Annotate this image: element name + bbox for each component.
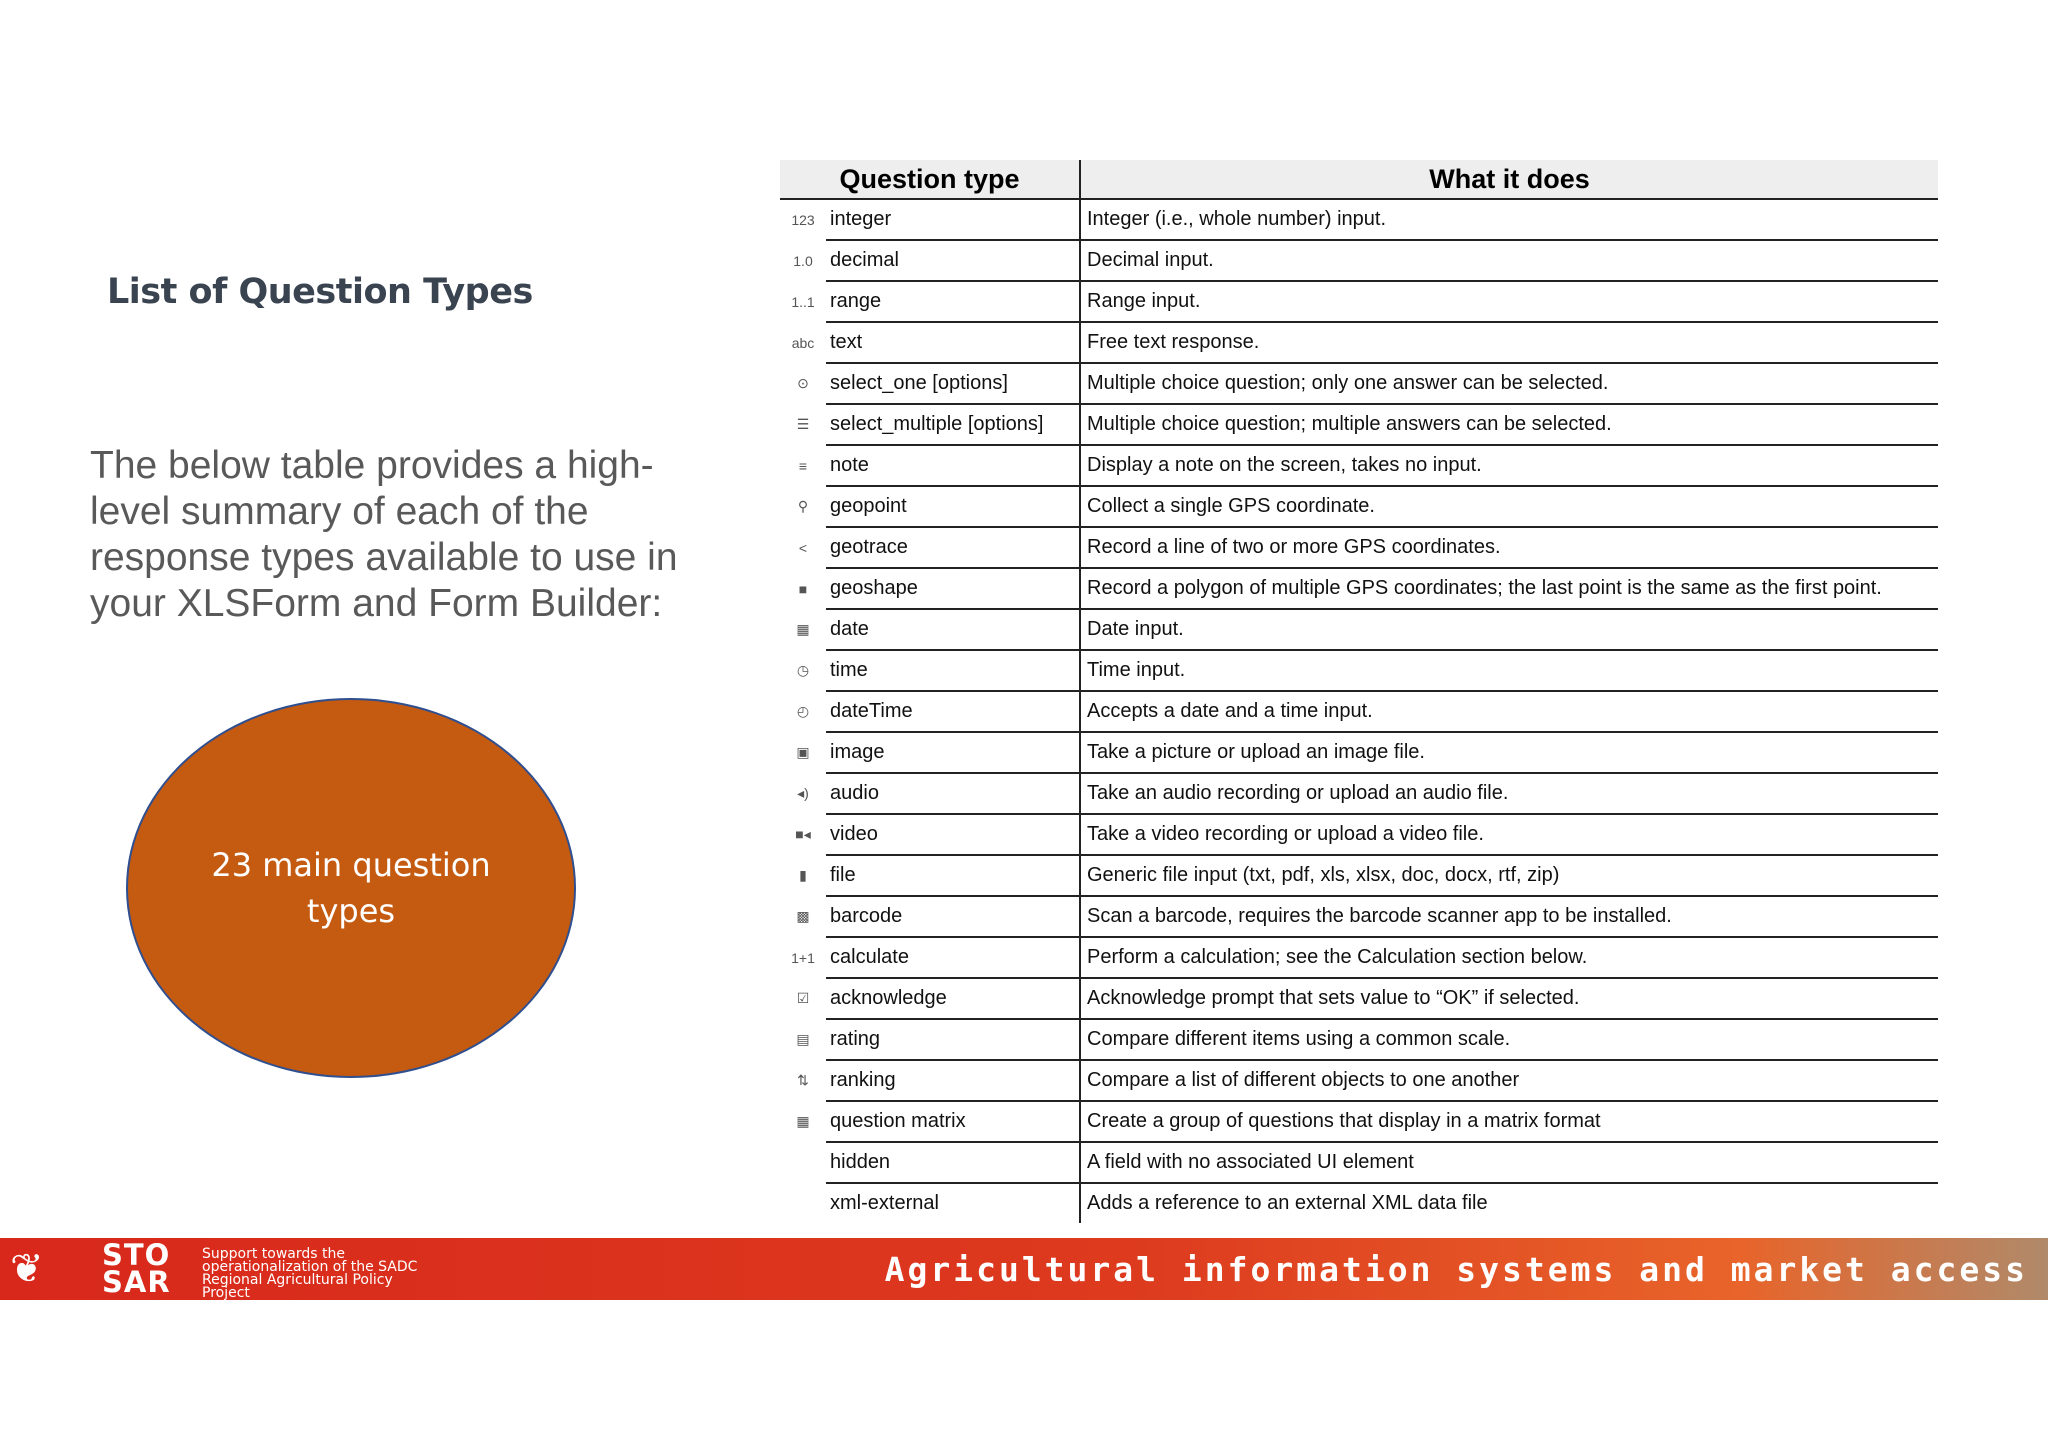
sort-icon: ⇅	[797, 1072, 809, 1088]
question-type-description: Multiple choice question; only one answer can be selected.	[1080, 363, 1938, 404]
question-type-name: select_one [options]	[826, 363, 1080, 404]
question-type-name: calculate	[826, 937, 1080, 978]
question-type-description: Date input.	[1080, 609, 1938, 650]
question-type-name: range	[826, 281, 1080, 322]
logo-tagline: Support towards the operationalization of the SADC Regional Agricultural Policy Project	[202, 1246, 418, 1301]
table-row	[780, 855, 1938, 896]
note-icon: ≡	[798, 457, 808, 474]
banner-title: Agricultural information systems and market access	[884, 1250, 2028, 1289]
question-type-description: Scan a barcode, requires the barcode scanner app to be installed.	[1080, 896, 1938, 937]
question-type-description: Adds a reference to an external XML data file	[1087, 1192, 1488, 1214]
table-row	[780, 691, 1938, 732]
table-row	[780, 978, 1938, 1019]
video-camera-icon: ■◂	[795, 826, 811, 842]
question-type-description: Decimal input.	[1080, 240, 1938, 281]
question-type-description: Display a note on the screen, takes no input.	[1080, 445, 1938, 486]
question-type-description: Compare a list of different objects to one another	[1080, 1060, 1938, 1101]
table-row	[780, 896, 1938, 937]
question-type-description: A field with no associated UI element	[1080, 1142, 1938, 1183]
question-type-description: Record a polygon of multiple GPS coordinates; the last point is the same as the first point.	[1080, 568, 1938, 609]
question-type-name: time	[826, 650, 1080, 691]
question-type-description: Compare different items using a common scale.	[1080, 1019, 1938, 1060]
table-row	[780, 404, 1938, 445]
question-type-name: geopoint	[826, 486, 1080, 527]
question-type-description: Collect a single GPS coordinate.	[1080, 486, 1938, 527]
footer-banner	[0, 1238, 2048, 1300]
decimal-icon: 1.0	[793, 252, 813, 269]
text-icon: abc	[791, 334, 815, 351]
range-icon: 1..1	[791, 293, 815, 310]
xml-external-icon	[780, 1183, 826, 1223]
list-icon: ☰	[796, 416, 810, 432]
table-row	[780, 773, 1938, 814]
question-types-table	[780, 160, 1938, 1223]
question-type-name: image	[826, 732, 1080, 773]
question-type-description: Integer (i.e., whole number) input.	[1080, 199, 1938, 240]
table-row	[780, 814, 1938, 855]
table-row	[780, 240, 1938, 281]
file-icon: ▮	[799, 867, 807, 883]
table-row	[780, 1101, 1938, 1142]
question-type-name: rating	[826, 1019, 1080, 1060]
question-type-description: Acknowledge prompt that sets value to “OK” if selected.	[1080, 978, 1938, 1019]
radio-icon: ⊙	[797, 375, 809, 391]
question-type-description: Take an audio recording or upload an audio file.	[1080, 773, 1938, 814]
table-row	[780, 527, 1938, 568]
question-type-name: xml-external	[826, 1183, 1080, 1223]
logo-text: STO SAR	[102, 1238, 171, 1299]
table-header-row	[780, 160, 1938, 199]
question-type-name: note	[826, 445, 1080, 486]
table-row	[780, 281, 1938, 322]
table-row	[780, 363, 1938, 404]
calculate-icon: 1+1	[791, 949, 815, 966]
question-type-name: select_multiple [options]	[826, 404, 1080, 445]
question-type-description: Perform a calculation; see the Calculation section below.	[1080, 937, 1938, 978]
question-type-description: Take a picture or upload an image file.	[1080, 732, 1938, 773]
question-type-name: text	[826, 322, 1080, 363]
table-row	[780, 1142, 1938, 1183]
map-pin-icon: ⚲	[797, 498, 809, 514]
table-row	[780, 1060, 1938, 1101]
question-type-description: Free text response.	[1080, 322, 1938, 363]
table-row	[780, 650, 1938, 691]
question-type-name: hidden	[826, 1142, 1080, 1183]
checkbox-icon: ☑	[796, 990, 810, 1006]
table-row	[780, 609, 1938, 650]
question-type-name: ranking	[826, 1060, 1080, 1101]
barcode-icon: ▩	[796, 908, 810, 924]
intro-text: The below table provides a high-level summary of each of the response types available to use in your XLSForm and Form Builder:	[90, 444, 678, 625]
slide-title: List of Question Types	[107, 272, 533, 312]
table-row	[780, 322, 1938, 363]
question-type-name: file	[826, 855, 1080, 896]
question-type-description: Multiple choice question; multiple answers can be selected.	[1080, 404, 1938, 445]
calendar-icon: ▦	[796, 621, 810, 637]
table-row	[780, 1183, 1938, 1223]
header-question-type: Question type	[780, 160, 1080, 199]
polygon-icon: ■	[798, 580, 808, 597]
table-row	[780, 568, 1938, 609]
header-what-it-does: What it does	[1080, 160, 1938, 199]
question-type-name: barcode	[826, 896, 1080, 937]
integer-icon: 123	[791, 212, 815, 228]
calendar-clock-icon: ◴	[796, 703, 810, 719]
question-type-name: geoshape	[826, 568, 1080, 609]
hidden-icon	[780, 1142, 826, 1183]
question-type-name: dateTime	[826, 691, 1080, 732]
question-type-name: decimal	[826, 240, 1080, 281]
question-type-description: Range input.	[1080, 281, 1938, 322]
table-row	[780, 732, 1938, 773]
question-type-description: Create a group of questions that display in a matrix format	[1080, 1101, 1938, 1142]
question-type-name: audio	[826, 773, 1080, 814]
question-type-name: date	[826, 609, 1080, 650]
matrix-icon: ▦	[796, 1113, 810, 1129]
summary-circle-text: 23 main question types	[211, 846, 491, 930]
maize-map-logo: ❦	[10, 1246, 44, 1292]
question-type-name: acknowledge	[826, 978, 1080, 1019]
table-row	[780, 486, 1938, 527]
question-type-description: Generic file input (txt, pdf, xls, xlsx, doc, docx, rtf, zip)	[1080, 855, 1938, 896]
rating-icon: ▤	[796, 1031, 810, 1047]
share-icon: <	[798, 539, 808, 556]
table-row	[780, 937, 1938, 978]
question-type-name: video	[826, 814, 1080, 855]
question-type-description: Take a video recording or upload a video file.	[1080, 814, 1938, 855]
image-icon: ▣	[796, 744, 810, 760]
question-type-description: Time input.	[1080, 650, 1938, 691]
table-row	[780, 445, 1938, 486]
question-type-name: geotrace	[826, 527, 1080, 568]
question-type-name: integer	[826, 199, 1080, 240]
speaker-icon: ◂)	[797, 785, 809, 801]
question-type-description: Accepts a date and a time input.	[1080, 691, 1938, 732]
question-type-name: question matrix	[826, 1101, 1080, 1142]
table-row	[780, 1019, 1938, 1060]
table-row	[780, 199, 1938, 240]
clock-icon: ◷	[796, 662, 810, 678]
question-type-description: Record a line of two or more GPS coordinates.	[1080, 527, 1938, 568]
